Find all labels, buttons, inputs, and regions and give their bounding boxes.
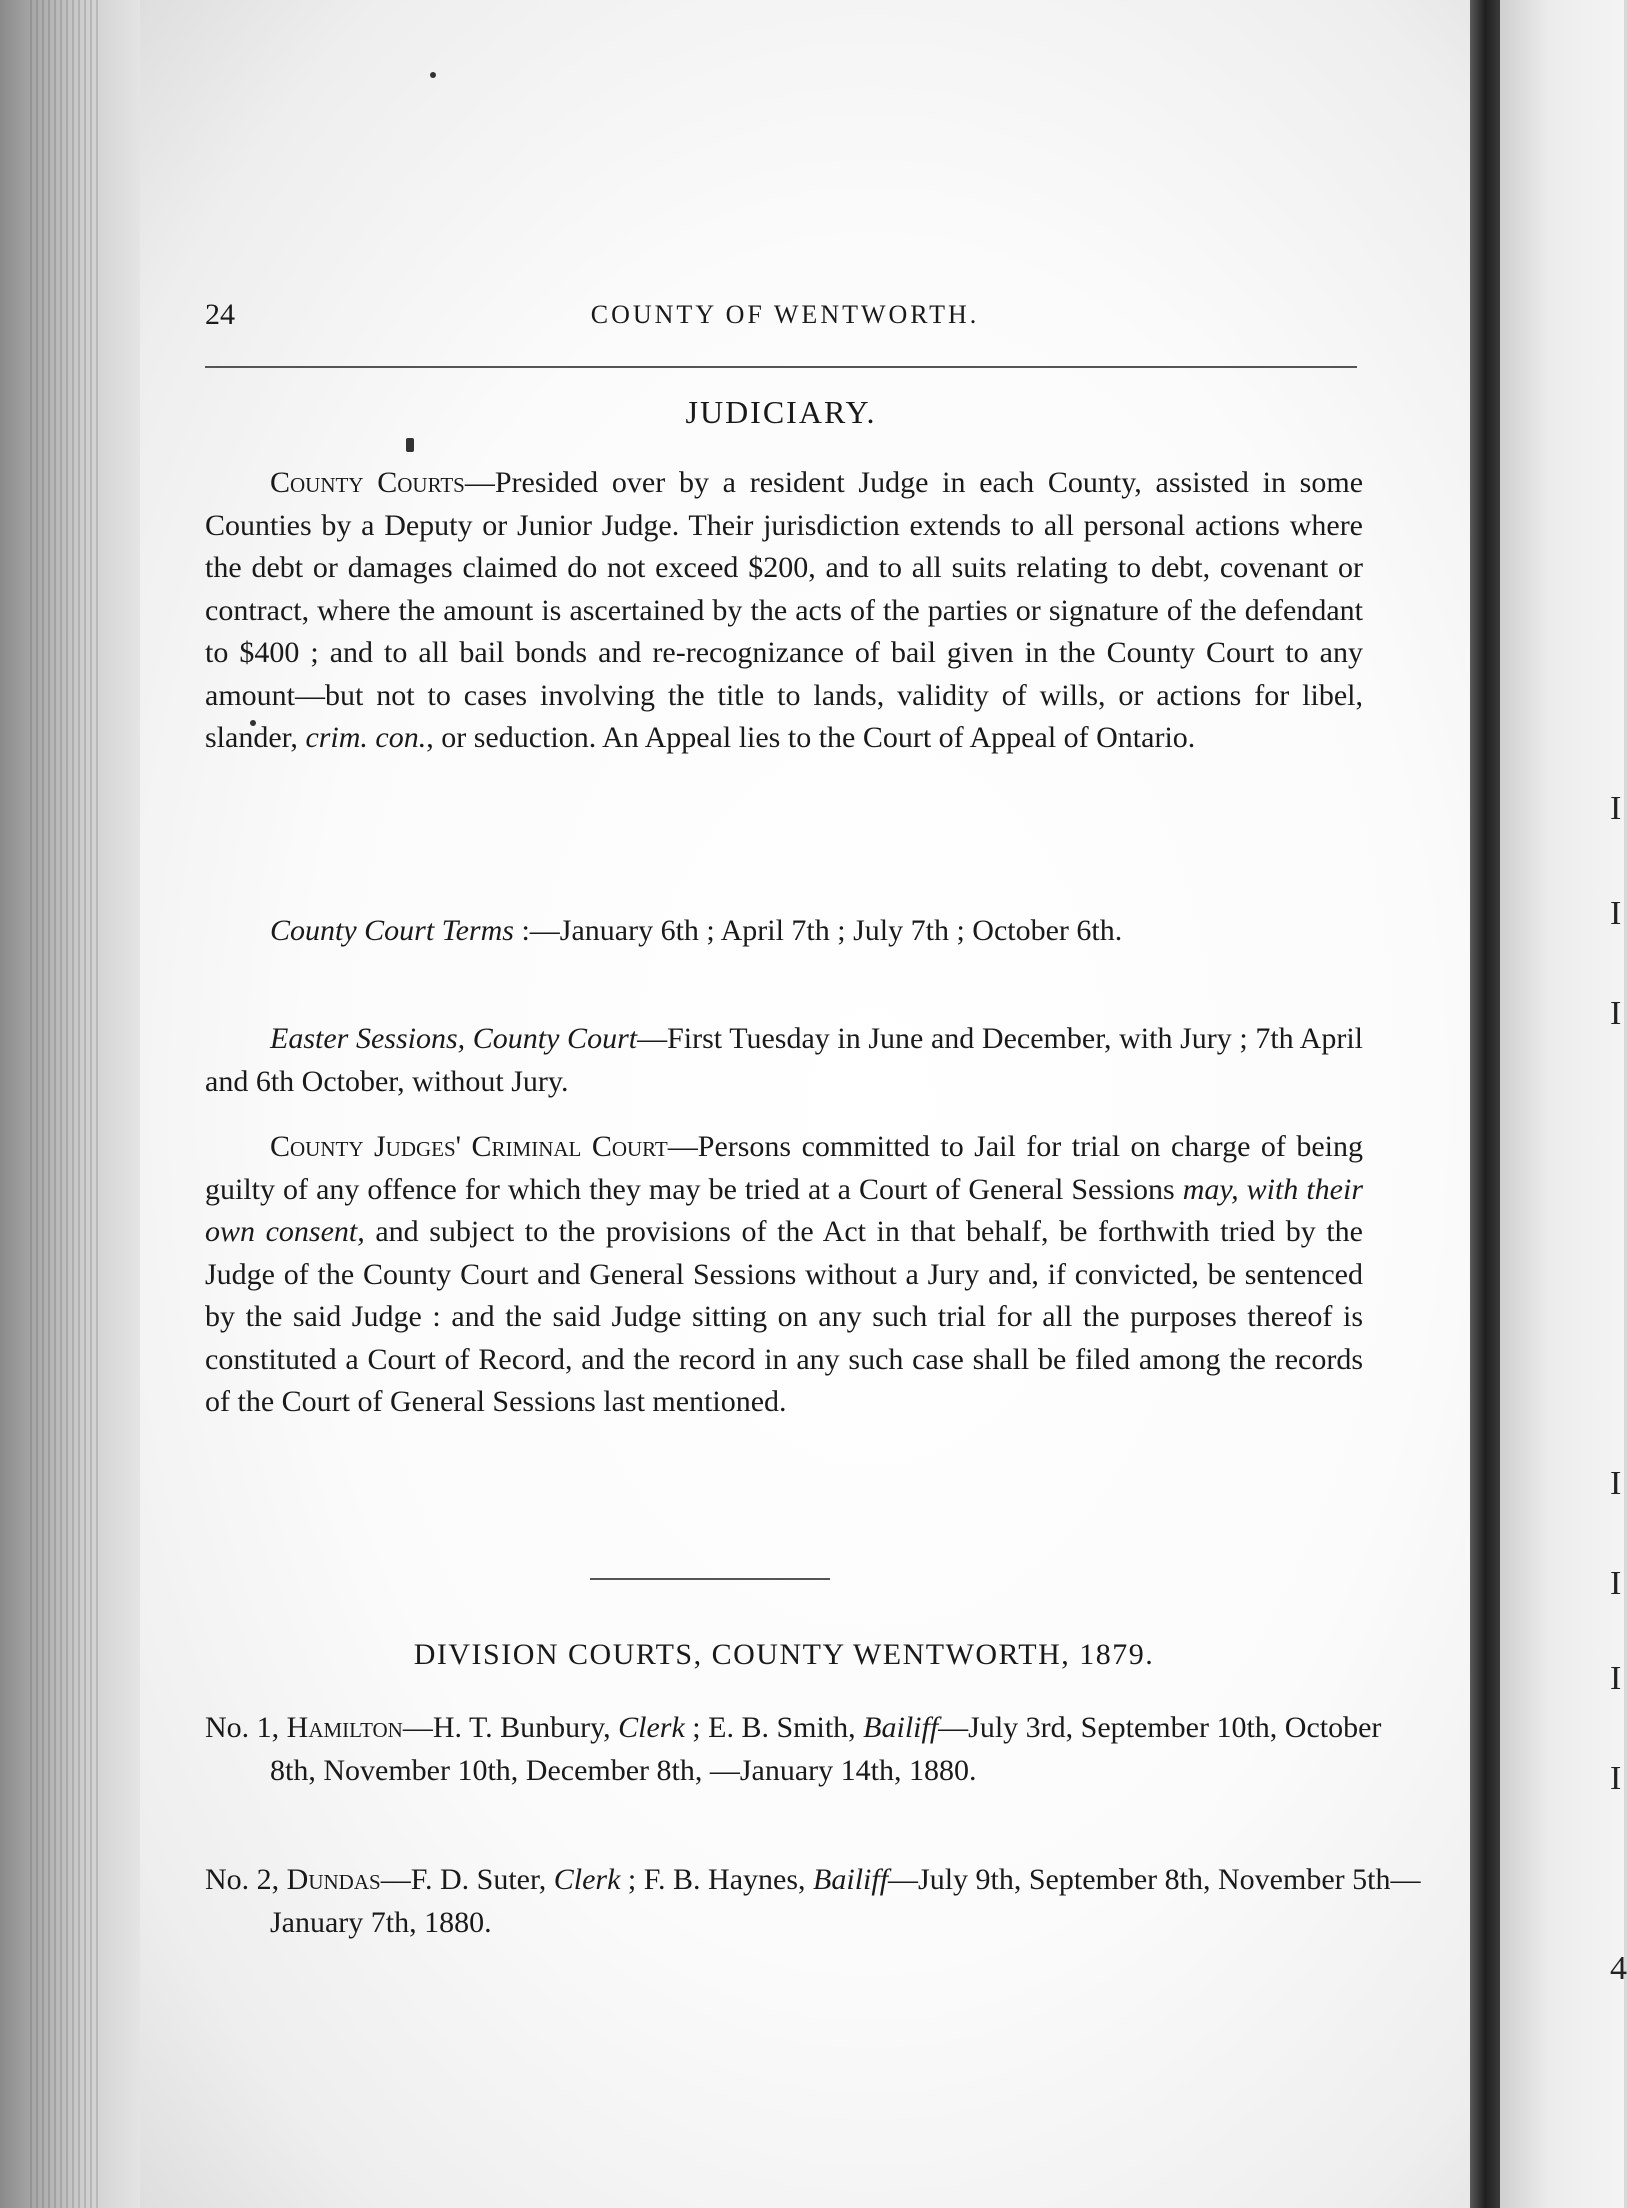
judiciary-title: JUDICIARY. — [685, 394, 877, 430]
adjacent-edge-char: I — [1610, 995, 1622, 1032]
court-bailiff: ; E. B. Smith, — [684, 1711, 864, 1744]
bailiff-label: Bailiff — [863, 1711, 939, 1744]
easter-sessions-paragraph — [205, 1018, 1363, 1103]
bailiff-label: Bailiff — [813, 1863, 889, 1896]
county-courts-lead: County Courts — [270, 466, 465, 499]
court-clerk: —F. D. Suter, — [380, 1863, 554, 1896]
criminal-italic: may, with their own consent, — [205, 1172, 1364, 1248]
page-number: 24 — [205, 298, 235, 331]
scan-mark — [406, 438, 414, 452]
clerk-label: Clerk — [553, 1863, 621, 1896]
court-clerk: —H. T. Bunbury, — [402, 1711, 619, 1744]
easter-text: —First Tuesday in June and December, with Jury ; 7th April and 6th October, without Jury. — [205, 1022, 1363, 1098]
criminal-court-paragraph — [205, 1126, 1363, 1424]
adjacent-edge-char: 4 — [1610, 1950, 1627, 1987]
adjacent-edge-char: I — [1610, 1465, 1622, 1502]
criminal-text-end: and subject to the provisions of the Act in that behalf, be forthwith tried by the Judge of the County Court and General Sessions without a Jury and, if convicted, be sentenced by the said Judge : and the said Judge sitting on any such trial for all the purposes thereof is constituted a Court of Record, and the record in any such case shall be filed among the records of the Court of General Sessions last mentioned. — [205, 1215, 1363, 1418]
scan-speck — [430, 72, 436, 78]
court-number: No. 1, — [205, 1711, 287, 1744]
court-dates: —July 3rd, September 10th, October 8th, November 10th, December 8th, —January 14th, 1880. — [270, 1711, 1382, 1787]
criminal-text: —Persons committed to Jail for trial on charge of being guilty of any offence for which they may be tried at a Court of General Sessions — [205, 1130, 1363, 1206]
left-gutter — [0, 0, 140, 2208]
page-header — [205, 298, 1365, 338]
terms-text: :—January 6th ; April 7th ; July 7th ; October 6th. — [513, 914, 1123, 947]
terms-lead: County Court Terms — [270, 914, 514, 947]
header-rule — [205, 366, 1357, 368]
court-dates: —July 9th, September 8th, November 5th—January 7th, 1880. — [270, 1863, 1421, 1939]
county-courts-text-end: , or seduction. An Appeal lies to the Court of Appeal of Ontario. — [426, 721, 1196, 754]
binding-shadow — [1470, 0, 1500, 2208]
court-number: No. 2, — [205, 1863, 287, 1896]
division-court-entry — [205, 1706, 1428, 1792]
running-head: COUNTY OF WENTWORTH. — [590, 300, 980, 329]
court-place: Hamilton — [286, 1711, 403, 1744]
court-bailiff: ; F. B. Haynes, — [620, 1863, 814, 1896]
easter-lead: Easter Sessions, County Court — [270, 1022, 638, 1055]
adjacent-edge-char: I — [1610, 1660, 1622, 1697]
criminal-lead: County Judges' Criminal Court — [270, 1130, 668, 1163]
adjacent-edge-char: I — [1610, 790, 1622, 827]
adjacent-edge-char: I — [1610, 895, 1622, 932]
adjacent-page-edge — [1500, 0, 1627, 2208]
county-courts-italic: crim. con. — [305, 721, 427, 754]
clerk-label: Clerk — [618, 1711, 685, 1744]
county-court-terms-paragraph — [205, 910, 1363, 953]
county-courts-paragraph — [205, 462, 1363, 760]
section-divider — [590, 1578, 830, 1580]
county-courts-text: —Presided over by a resident Judge in each County, assisted in some Counties by a Deputy or Junior Judge. Their jurisdiction extends to all personal actions where the debt or damages claimed do not exceed $200, and to all suits relating to debt, covenant or contract, where the amount is ascertained by the acts of the parties or signature of the defendant to $400 ; and to all bail bonds and re-recognizance of bail given in the County Court to any amount—but not to cases involving the title to lands, validity of wills, or actions for libel, slander, — [205, 466, 1364, 754]
adjacent-edge-char: I — [1610, 1760, 1622, 1797]
division-court-entry — [205, 1858, 1428, 1944]
court-place: Dundas — [286, 1863, 381, 1896]
gutter-page-edges — [30, 0, 100, 2208]
adjacent-edge-char: I — [1610, 1565, 1622, 1602]
division-courts-title: DIVISION COURTS, COUNTY WENTWORTH, 1879. — [413, 1638, 1155, 1671]
